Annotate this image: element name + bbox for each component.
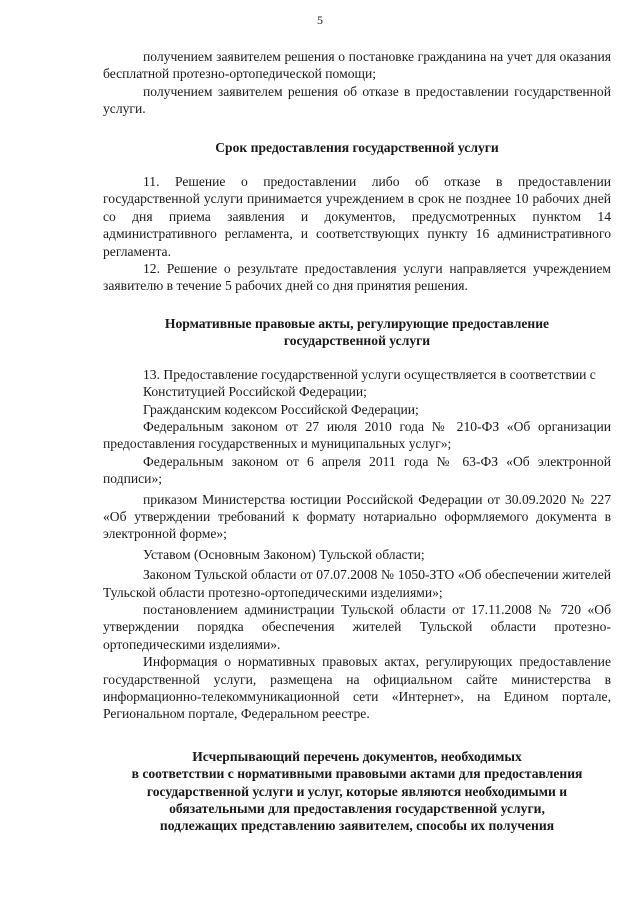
legal-act-item: приказом Министерства юстиции Российской Федерации от 30.09.2020 № 227 «Об утверждении требований к формату нотариально оформляемого документа в электронной форме»; [103, 491, 611, 542]
section-heading-documents [103, 748, 611, 835]
section-heading-acts [103, 315, 611, 350]
section-heading-term: Срок предоставления государственной услуги [215, 139, 499, 155]
paragraph-11: 11. Решение о предоставлении либо об отказе в предоставлении государственной услуги принимается учреждением в срок не позднее 10 рабочих дней со дня приема заявления и документов, предусмотренных пунктом 14 административного регламента, и соответствующих пункту 16 административного регламента. [103, 174, 611, 259]
legal-act-item: Федеральным законом от 6 апреля 2011 года № 63-ФЗ «Об электронной подписи»; [103, 453, 611, 487]
legal-act-item: Конституцией Российской Федерации; [143, 384, 367, 400]
legal-act-item: Уставом (Основным Законом) Тульской области; [143, 546, 425, 562]
intro-paragraph: получением заявителем решения об отказе в предоставлении государственной услуги. [103, 83, 611, 117]
heading-line: в соответствии с нормативными правовыми актами для предоставления [131, 766, 583, 782]
legal-act-item: Законом Тульской области от 07.07.2008 № 1050-ЗТО «Об обеспечении жителей Тульской области протезно-ортопедическими изделиями»; [103, 567, 611, 600]
document-body [103, 48, 611, 835]
heading-line: государственной услуги и услуг, которые являются необходимыми и [146, 783, 568, 799]
heading-line: государственной услуги [283, 333, 431, 349]
info-paragraph: Информация о нормативных правовых актах, регулирующих предоставление государственной услуги, размещена на официальном сайте министерства в информационно-телекоммуникационной сети «Интернет», на Едином портале, Региональном портале, Федеральном реестре. [103, 654, 611, 722]
page-number: 5 [317, 13, 323, 27]
legal-act-item: Гражданским кодексом Российской Федерации; [143, 401, 419, 417]
paragraph-12: 12. Решение о результате предоставления услуги направляется учреждением заявителю в течение 5 рабочих дней со дня принятия решения. [103, 261, 611, 294]
legal-act-item: Федеральным законом от 27 июля 2010 года № 210-ФЗ «Об организации предоставления государственных и муниципальных услуг»; [103, 418, 611, 452]
paragraph-13: 13. Предоставление государственной услуги осуществляется в соответствии с [143, 366, 596, 382]
heading-line: обязательными для предоставления государственной услуги, [169, 801, 545, 817]
legal-act-item: постановлением администрации Тульской области от 17.11.2008 № 720 «Об утверждении порядка обеспечения жителей Тульской области протезно-ортопедическими изделиями». [103, 601, 611, 652]
heading-line: подлежащих представлению заявителем, способы их получения [159, 818, 555, 834]
heading-line: Нормативные правовые акты, регулирующие предоставление [164, 315, 550, 331]
heading-line: Исчерпывающий перечень документов, необходимых [192, 748, 522, 764]
intro-paragraph: получением заявителем решения о постановке гражданина на учет для оказания бесплатной протезно-ортопедической помощи; [103, 49, 611, 82]
